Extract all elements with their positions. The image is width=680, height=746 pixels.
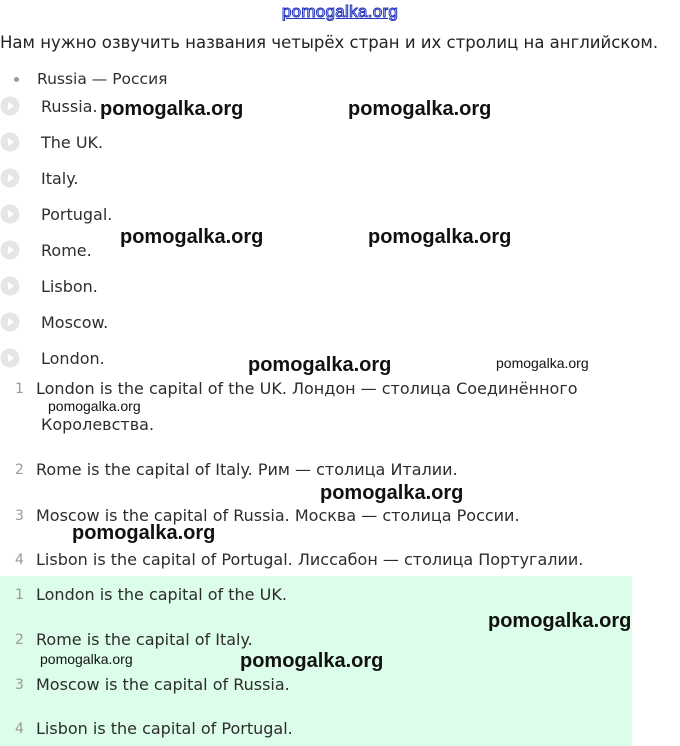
item-number: 1 bbox=[15, 381, 24, 397]
answer-text: Rome is the capital of Italy. bbox=[36, 630, 253, 649]
translation-text: Rome is the capital of Italy. Рим — столица Италии. bbox=[36, 460, 458, 479]
watermark: pomogalka.org bbox=[320, 482, 464, 504]
watermark: pomogalka.org bbox=[488, 610, 632, 632]
watermark: pomogalka.org bbox=[248, 354, 392, 376]
watermark: pomogalka.org bbox=[368, 226, 512, 248]
play-icon[interactable] bbox=[0, 276, 20, 296]
audio-label: Lisbon. bbox=[41, 276, 98, 296]
play-icon[interactable] bbox=[0, 96, 20, 116]
play-icon[interactable] bbox=[0, 204, 20, 224]
translation-list bbox=[0, 549, 632, 571]
audio-item[interactable] bbox=[0, 160, 300, 196]
answer-item bbox=[0, 674, 290, 696]
audio-label: Portugal. bbox=[41, 204, 113, 224]
watermark: pomogalka.org bbox=[120, 226, 264, 248]
watermark: pomogalka.org bbox=[496, 355, 589, 371]
watermark: pomogalka.org bbox=[348, 98, 492, 120]
answer-item bbox=[0, 629, 253, 651]
watermark: pomogalka.org bbox=[100, 98, 244, 120]
play-icon[interactable] bbox=[0, 312, 20, 332]
answer-text: London is the capital of the UK. bbox=[36, 585, 287, 604]
watermark: pomogalka.org bbox=[240, 650, 384, 672]
audio-label: Russia. bbox=[41, 96, 98, 116]
translation-item bbox=[0, 459, 632, 481]
task-intro: Нам нужно озвучить названия четырёх стран и их стролиц на английском. bbox=[0, 33, 659, 52]
bullet-item bbox=[14, 70, 167, 84]
audio-item[interactable] bbox=[0, 304, 300, 340]
site-logo[interactable]: pomogalka.org bbox=[281, 2, 399, 21]
play-icon[interactable] bbox=[0, 168, 20, 188]
audio-label: The UK. bbox=[41, 132, 104, 152]
audio-label: Italy. bbox=[41, 168, 79, 188]
translation-item bbox=[0, 549, 632, 571]
watermark: pomogalka.org bbox=[72, 522, 216, 544]
answer-item bbox=[0, 718, 293, 740]
play-icon[interactable] bbox=[0, 132, 20, 152]
item-number: 3 bbox=[15, 508, 24, 524]
watermark: pomogalka.org bbox=[40, 651, 133, 667]
bullet-dot bbox=[14, 77, 19, 82]
translation-list bbox=[0, 459, 632, 481]
item-number: 1 bbox=[15, 587, 24, 603]
translation-text: London is the capital of the UK. Лондон — столица Соединённого bbox=[36, 379, 578, 398]
answer-text: Lisbon is the capital of Portugal. bbox=[36, 719, 293, 738]
answer-text: Moscow is the capital of Russia. bbox=[36, 675, 290, 694]
item-number: 4 bbox=[15, 721, 24, 737]
item-number: 4 bbox=[15, 552, 24, 568]
item-number: 2 bbox=[15, 632, 24, 648]
play-icon[interactable] bbox=[0, 348, 20, 368]
answer-item bbox=[0, 584, 287, 606]
audio-label: Rome. bbox=[41, 240, 92, 260]
translation-text: Lisbon is the capital of Portugal. Лиссабон — столица Португалии. bbox=[36, 550, 584, 569]
bullet-text: Russia — Россия bbox=[37, 70, 168, 84]
audio-label: London. bbox=[41, 348, 105, 368]
watermark: pomogalka.org bbox=[48, 398, 141, 414]
play-icon[interactable] bbox=[0, 240, 20, 260]
item-number: 3 bbox=[15, 677, 24, 693]
audio-label: Moscow. bbox=[41, 312, 109, 332]
translation-text-continued: Королевства. bbox=[41, 415, 155, 434]
item-number: 2 bbox=[15, 462, 24, 478]
audio-item[interactable] bbox=[0, 124, 300, 160]
audio-item[interactable] bbox=[0, 268, 300, 304]
translation-text: Moscow is the capital of Russia. Москва — столица России. bbox=[36, 506, 520, 525]
